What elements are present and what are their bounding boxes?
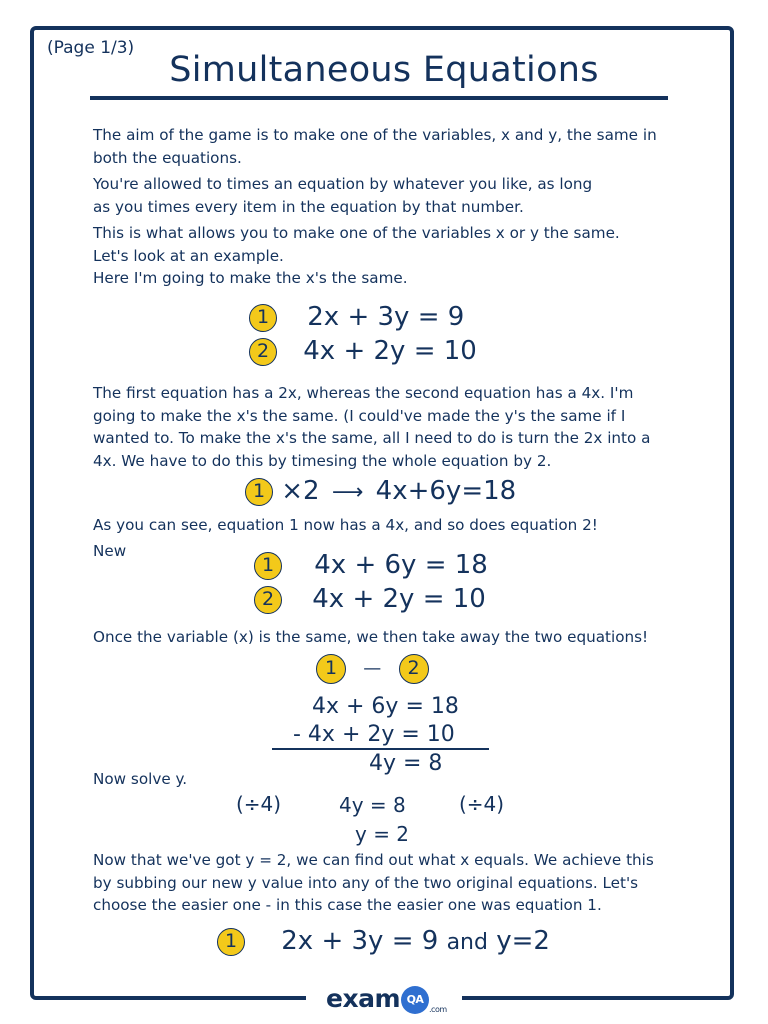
equation-number-badge: 1: [249, 304, 277, 332]
intro-line: as you times every item in the equation by that number.: [93, 197, 524, 216]
divide-right: (÷4): [459, 792, 505, 816]
explanation-line: wanted to. To make the x's the same, all I need to do is turn the 2x into a: [93, 429, 651, 447]
subtraction-bottom: - 4x + 2y = 10: [293, 722, 455, 747]
page-indicator: (Page 1/3): [47, 38, 135, 58]
subtract-header: [316, 653, 429, 684]
substitute-line: choose the easier one - in this case the easier one was equation 1.: [93, 896, 602, 914]
y-answer: y = 2: [355, 822, 410, 846]
equation-text: 4x + 2y = 10: [303, 336, 477, 366]
explanation-line: going to make the x's the same. (I could've made the y's the same if I: [93, 406, 626, 425]
intro-line: The aim of the game is to make one of the variables, x and y, the same in: [93, 126, 657, 144]
arrow-icon: ⟶: [331, 480, 364, 505]
intro-paragraph-1: [93, 124, 683, 169]
new-label: New: [93, 542, 127, 560]
explanation-paragraph: [93, 382, 683, 472]
page-title: Simultaneous Equations: [169, 50, 599, 90]
substitute-paragraph: [93, 849, 683, 917]
intro-line: You're allowed to times an equation by whatever you like, as long: [93, 175, 593, 193]
after-multiply-text: As you can see, equation 1 now has a 4x, and so does equation 2!: [93, 516, 598, 534]
multiply-operation: ×2: [281, 476, 320, 506]
subtraction-top: 4x + 6y = 18: [312, 694, 459, 719]
intro-line: Here I'm going to make the x's the same.: [93, 269, 408, 287]
equation-number-badge: 2: [249, 338, 277, 366]
condition-text: y=2: [496, 926, 550, 956]
divide-left: (÷4): [236, 792, 282, 816]
equation-number-badge: 1: [254, 552, 282, 580]
intro-line: Let's look at an example.: [93, 246, 284, 265]
multiply-result: 4x+6y=18: [375, 476, 517, 506]
subtract-intro-text: Once the variable (x) is the same, we then take away the two equations!: [93, 628, 649, 646]
logo-badge: QA: [401, 986, 429, 1014]
explanation-line: 4x. We have to do this by timesing the whole equation by 2.: [93, 451, 552, 470]
solve-label: Now solve y.: [93, 770, 188, 788]
equation-row: [249, 336, 477, 366]
equation-number-badge: 1: [217, 928, 245, 956]
equation-row: [249, 302, 464, 332]
explanation-line: The first equation has a 2x, whereas the second equation has a 4x. I'm: [93, 384, 634, 402]
substitute-line: by subbing our new y value into any of the two original equations. Let's: [93, 873, 639, 892]
equation-text: 2x + 3y = 9: [281, 926, 439, 956]
intro-paragraph-2: [93, 173, 683, 218]
equation-number-badge: 2: [254, 586, 282, 614]
intro-line: both the equations.: [93, 148, 242, 167]
intro-paragraph-3: [93, 222, 683, 290]
solve-equation: 4y = 8: [339, 793, 406, 817]
equation-number-badge: 1: [245, 478, 273, 506]
equation-row: [254, 550, 488, 580]
logo-word: exam: [326, 984, 401, 1013]
logo-suffix: .com: [429, 1005, 447, 1014]
equation-row: [254, 584, 486, 614]
minus-sign: —: [363, 658, 382, 679]
subtraction-line: [272, 748, 489, 750]
title-underline: [90, 96, 668, 100]
equation-text: 4x + 2y = 10: [312, 584, 486, 614]
intro-line: This is what allows you to make one of the variables x or y the same.: [93, 224, 620, 242]
substitute-line: Now that we've got y = 2, we can find out what x equals. We achieve this: [93, 851, 654, 869]
final-equation: [217, 926, 550, 956]
examqa-logo: [326, 984, 447, 1014]
subtraction-result: 4y = 8: [369, 751, 443, 776]
connector-text: and: [446, 930, 488, 955]
equation-number-badge: 1: [316, 654, 346, 684]
equation-text: 4x + 6y = 18: [314, 550, 488, 580]
equation-text: 2x + 3y = 9: [307, 302, 465, 332]
equation-number-badge: 2: [399, 654, 429, 684]
multiply-step: [245, 476, 516, 506]
